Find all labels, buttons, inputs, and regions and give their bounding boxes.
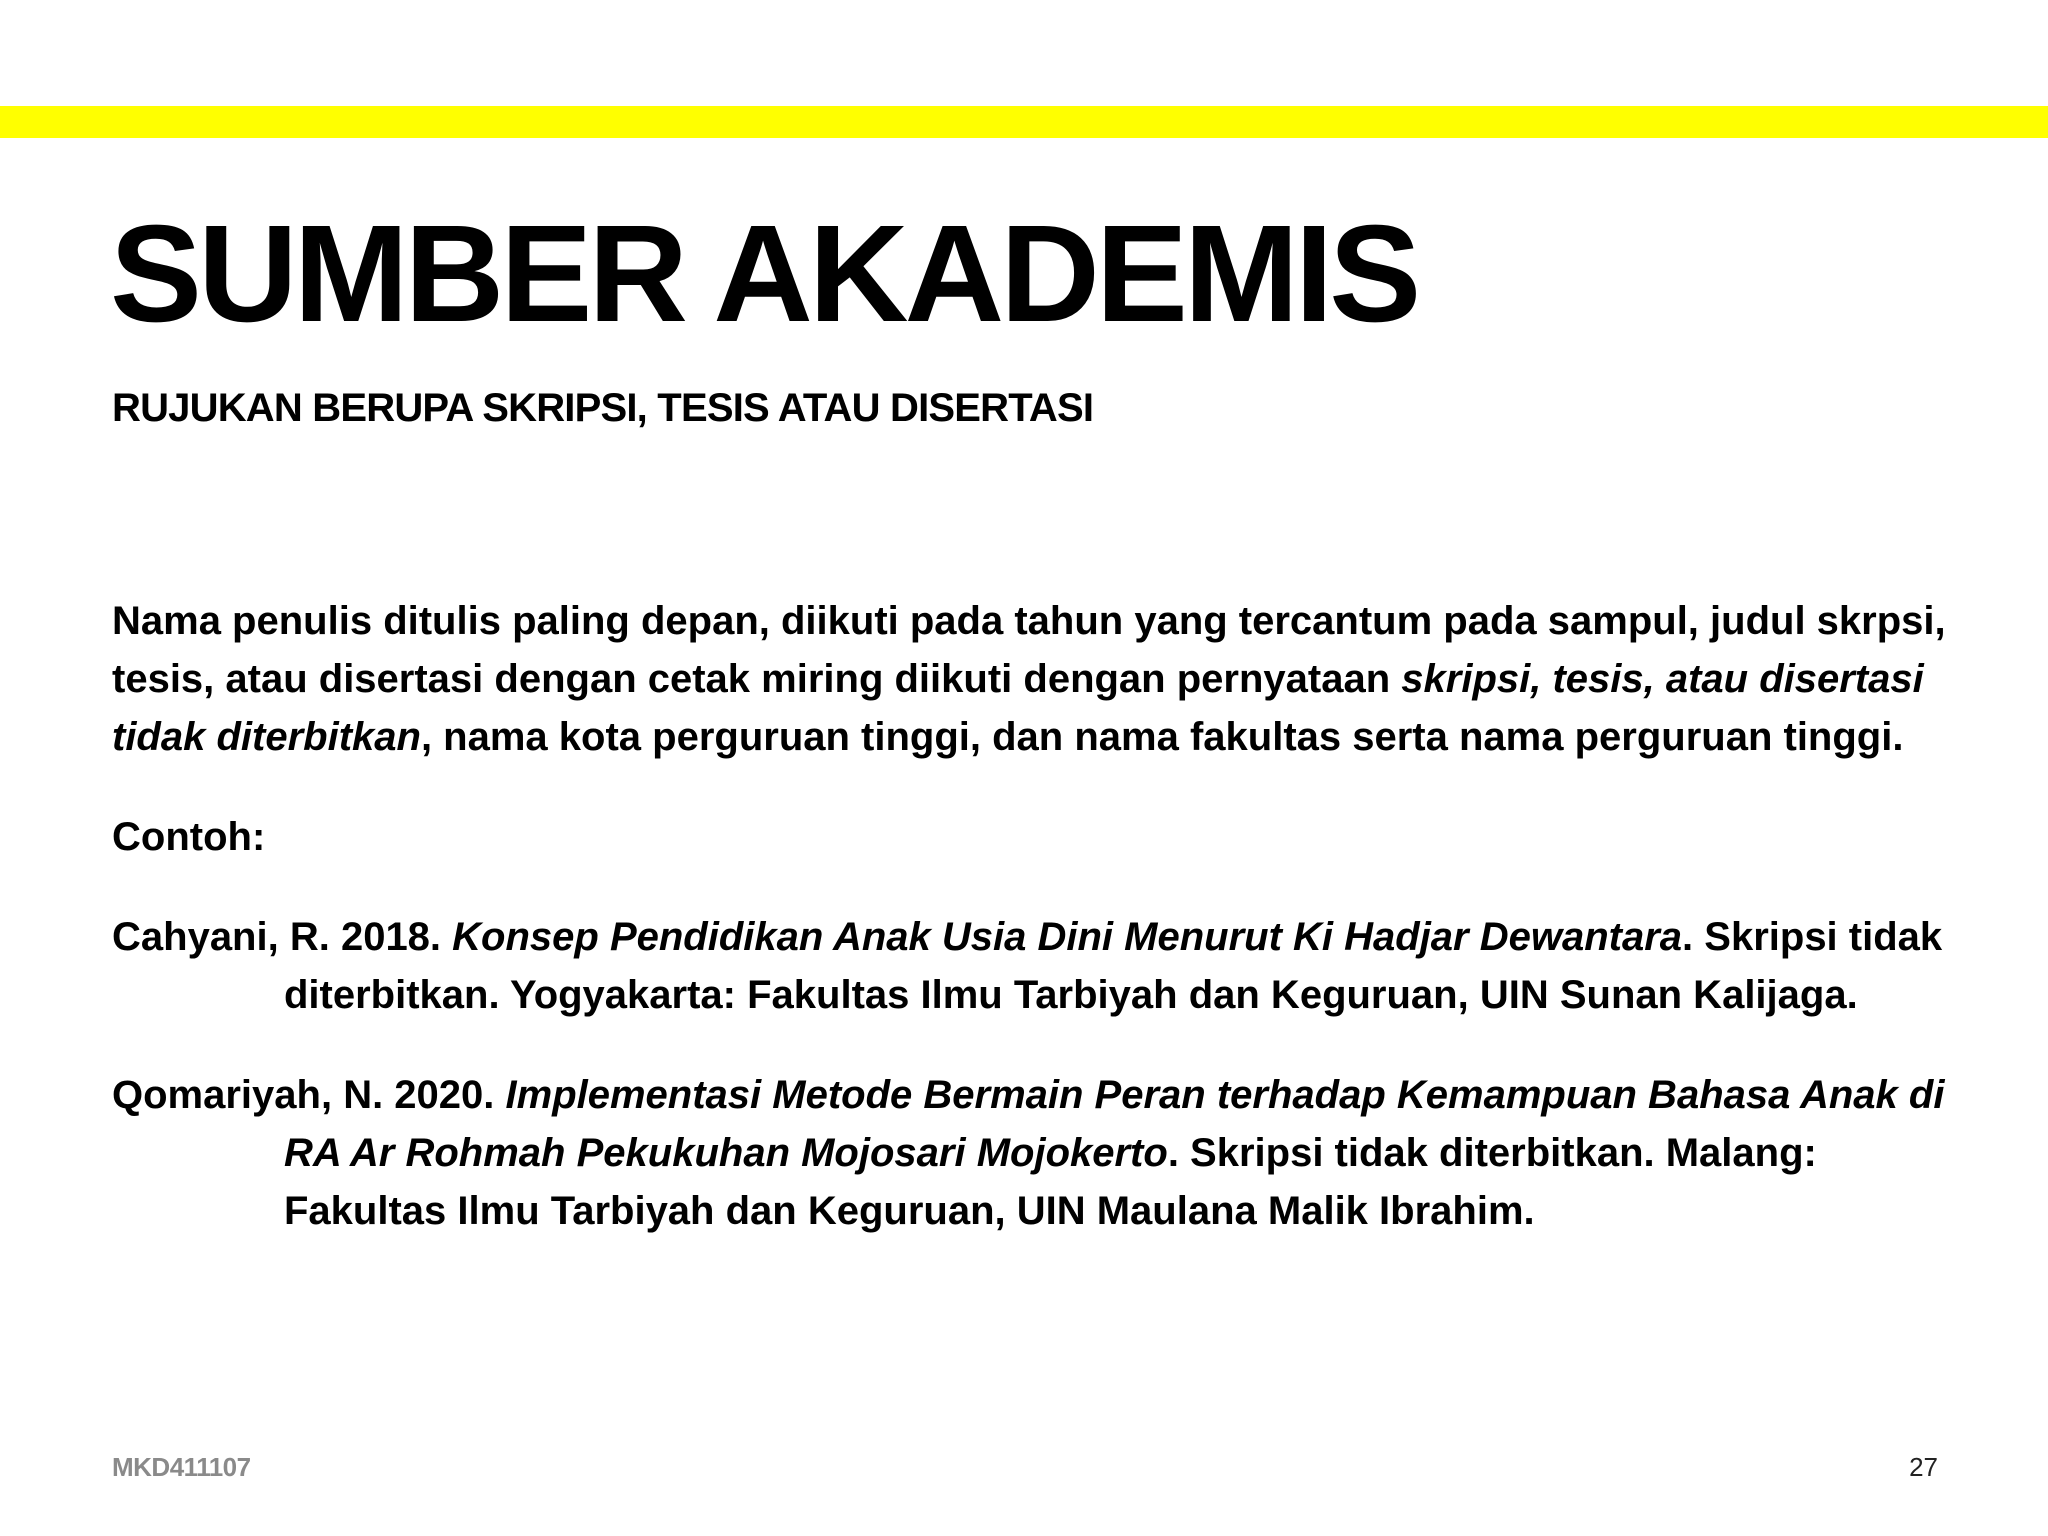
reference-entry xyxy=(112,1066,1952,1240)
page-title: SUMBER AKADEMIS xyxy=(110,197,1418,351)
description-text-2: , nama kota perguruan tinggi, dan nama fakultas serta nama perguruan tinggi. xyxy=(420,715,1904,759)
description-paragraph xyxy=(112,592,1952,766)
page-number: 27 xyxy=(1909,1452,1938,1482)
reference-entry xyxy=(112,908,1952,1024)
reference-title: Konsep Pendidikan Anak Usia Dini Menurut Ki Hadjar Dewantara xyxy=(452,915,1683,959)
reference-details: . Skripsi tidak diterbitkan. Yogyakarta: Fakultas Ilmu Tarbiyah dan Keguruan, UIN Sunan Kalijaga. xyxy=(284,915,1943,1017)
reference-author-year: Qomariyah, N. 2020. xyxy=(112,1073,506,1117)
reference-author-year: Cahyani, R. 2018. xyxy=(112,915,453,959)
course-code: MKD411107 xyxy=(112,1452,251,1482)
description-italic: skripsi, tesis, atau disertasi tidak diterbitkan xyxy=(112,657,1924,759)
content-body xyxy=(112,592,1952,1240)
reference-title: Implementasi Metode Bermain Peran terhadap Kemampuan Bahasa Anak di RA Ar Rohmah Pekukuhan Mojosari Mojokerto xyxy=(284,1073,1945,1175)
reference-details: . Skripsi tidak diterbitkan. Malang: Fakultas Ilmu Tarbiyah dan Keguruan, UIN Maulana Malik Ibrahim. xyxy=(284,1131,1817,1233)
description-text-1: Nama penulis ditulis paling depan, diikuti pada tahun yang tercantum pada sampul, judul skrpsi, tesis, atau disertasi dengan cetak miring diikuti dengan pernyataan xyxy=(112,599,1946,701)
accent-bar xyxy=(0,106,2048,138)
example-label: Contoh: xyxy=(112,815,266,859)
page-subtitle: RUJUKAN BERUPA SKRIPSI, TESIS ATAU DISERTASI xyxy=(112,386,1094,430)
